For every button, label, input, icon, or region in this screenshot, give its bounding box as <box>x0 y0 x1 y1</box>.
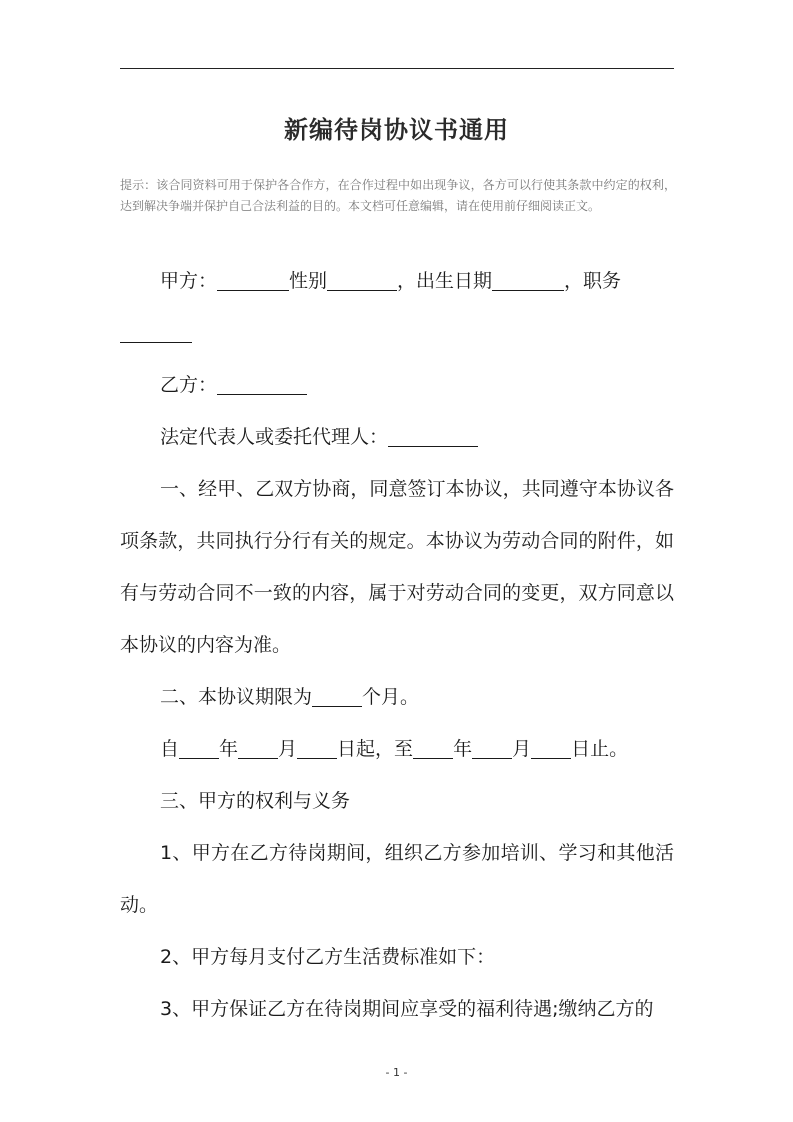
item-2: 2、甲方每月支付乙方生活费标准如下： <box>160 946 496 968</box>
position-blank <box>120 322 192 343</box>
position-label: ，职务 <box>564 270 622 292</box>
start-day-blank <box>297 738 337 759</box>
period-day1: 日起，至 <box>337 738 414 760</box>
clause-2 <box>120 671 674 723</box>
birth-blank <box>492 270 564 291</box>
party-b-label: 乙方： <box>160 374 218 396</box>
period-year2: 年 <box>453 738 473 760</box>
document-body <box>120 255 674 1035</box>
months-blank <box>312 686 362 707</box>
item-3: 3、甲方保证乙方在待岗期间应享受的福利待遇;缴纳乙方的 <box>160 998 654 1020</box>
period-from: 自 <box>160 738 180 760</box>
clause-3-heading: 三、甲方的权利与义务 <box>160 790 351 812</box>
gender-blank <box>327 270 397 291</box>
party-b-line <box>120 359 674 411</box>
name-blank <box>217 270 289 291</box>
end-day-blank <box>531 738 571 759</box>
representative-label: 法定代表人或委托代理人： <box>160 426 389 448</box>
clause-1: 一、经甲、乙双方协商，同意签订本协议，共同遵守本协议各项条款，共同执行分行有关的规定。本协议为劳动合同的附件，如有与劳动合同不一致的内容，属于对劳动合同的变更，双方同意以本协议的内容为准。 <box>120 478 674 656</box>
party-b-blank <box>217 374 307 395</box>
representative-blank <box>388 426 478 447</box>
document-title: 新编待岗协议书通用 <box>284 116 509 144</box>
birth-label: ，出生日期 <box>397 270 493 292</box>
period-month1: 月 <box>278 738 298 760</box>
gender-label: 性别 <box>289 270 328 292</box>
end-year-blank <box>413 738 453 759</box>
page-number: - 1 - <box>385 1066 408 1079</box>
end-month-blank <box>472 738 512 759</box>
party-a-line <box>120 255 674 359</box>
party-a-label: 甲方： <box>160 270 218 292</box>
item-1: 1、甲方在乙方待岗期间，组织乙方参加培训、学习和其他活动。 <box>120 842 674 916</box>
start-month-blank <box>238 738 278 759</box>
representative-line <box>120 411 674 463</box>
clause-2-prefix: 二、本协议期限为 <box>160 686 313 708</box>
clause-2-suffix: 个月。 <box>362 686 420 708</box>
tip-note: 提示：该合同资料可用于保护各合作方，在合作过程中如出现争议，各方可以行使其条款中约定的权利，达到解决争端并保护自己合法利益的目的。本文档可任意编辑，请在使用前仔细阅读正文。 <box>120 178 676 213</box>
period-day2: 日止。 <box>571 738 629 760</box>
period-year1: 年 <box>219 738 239 760</box>
period-line <box>120 723 674 775</box>
period-month2: 月 <box>512 738 532 760</box>
start-year-blank <box>179 738 219 759</box>
header-rule <box>120 68 674 69</box>
